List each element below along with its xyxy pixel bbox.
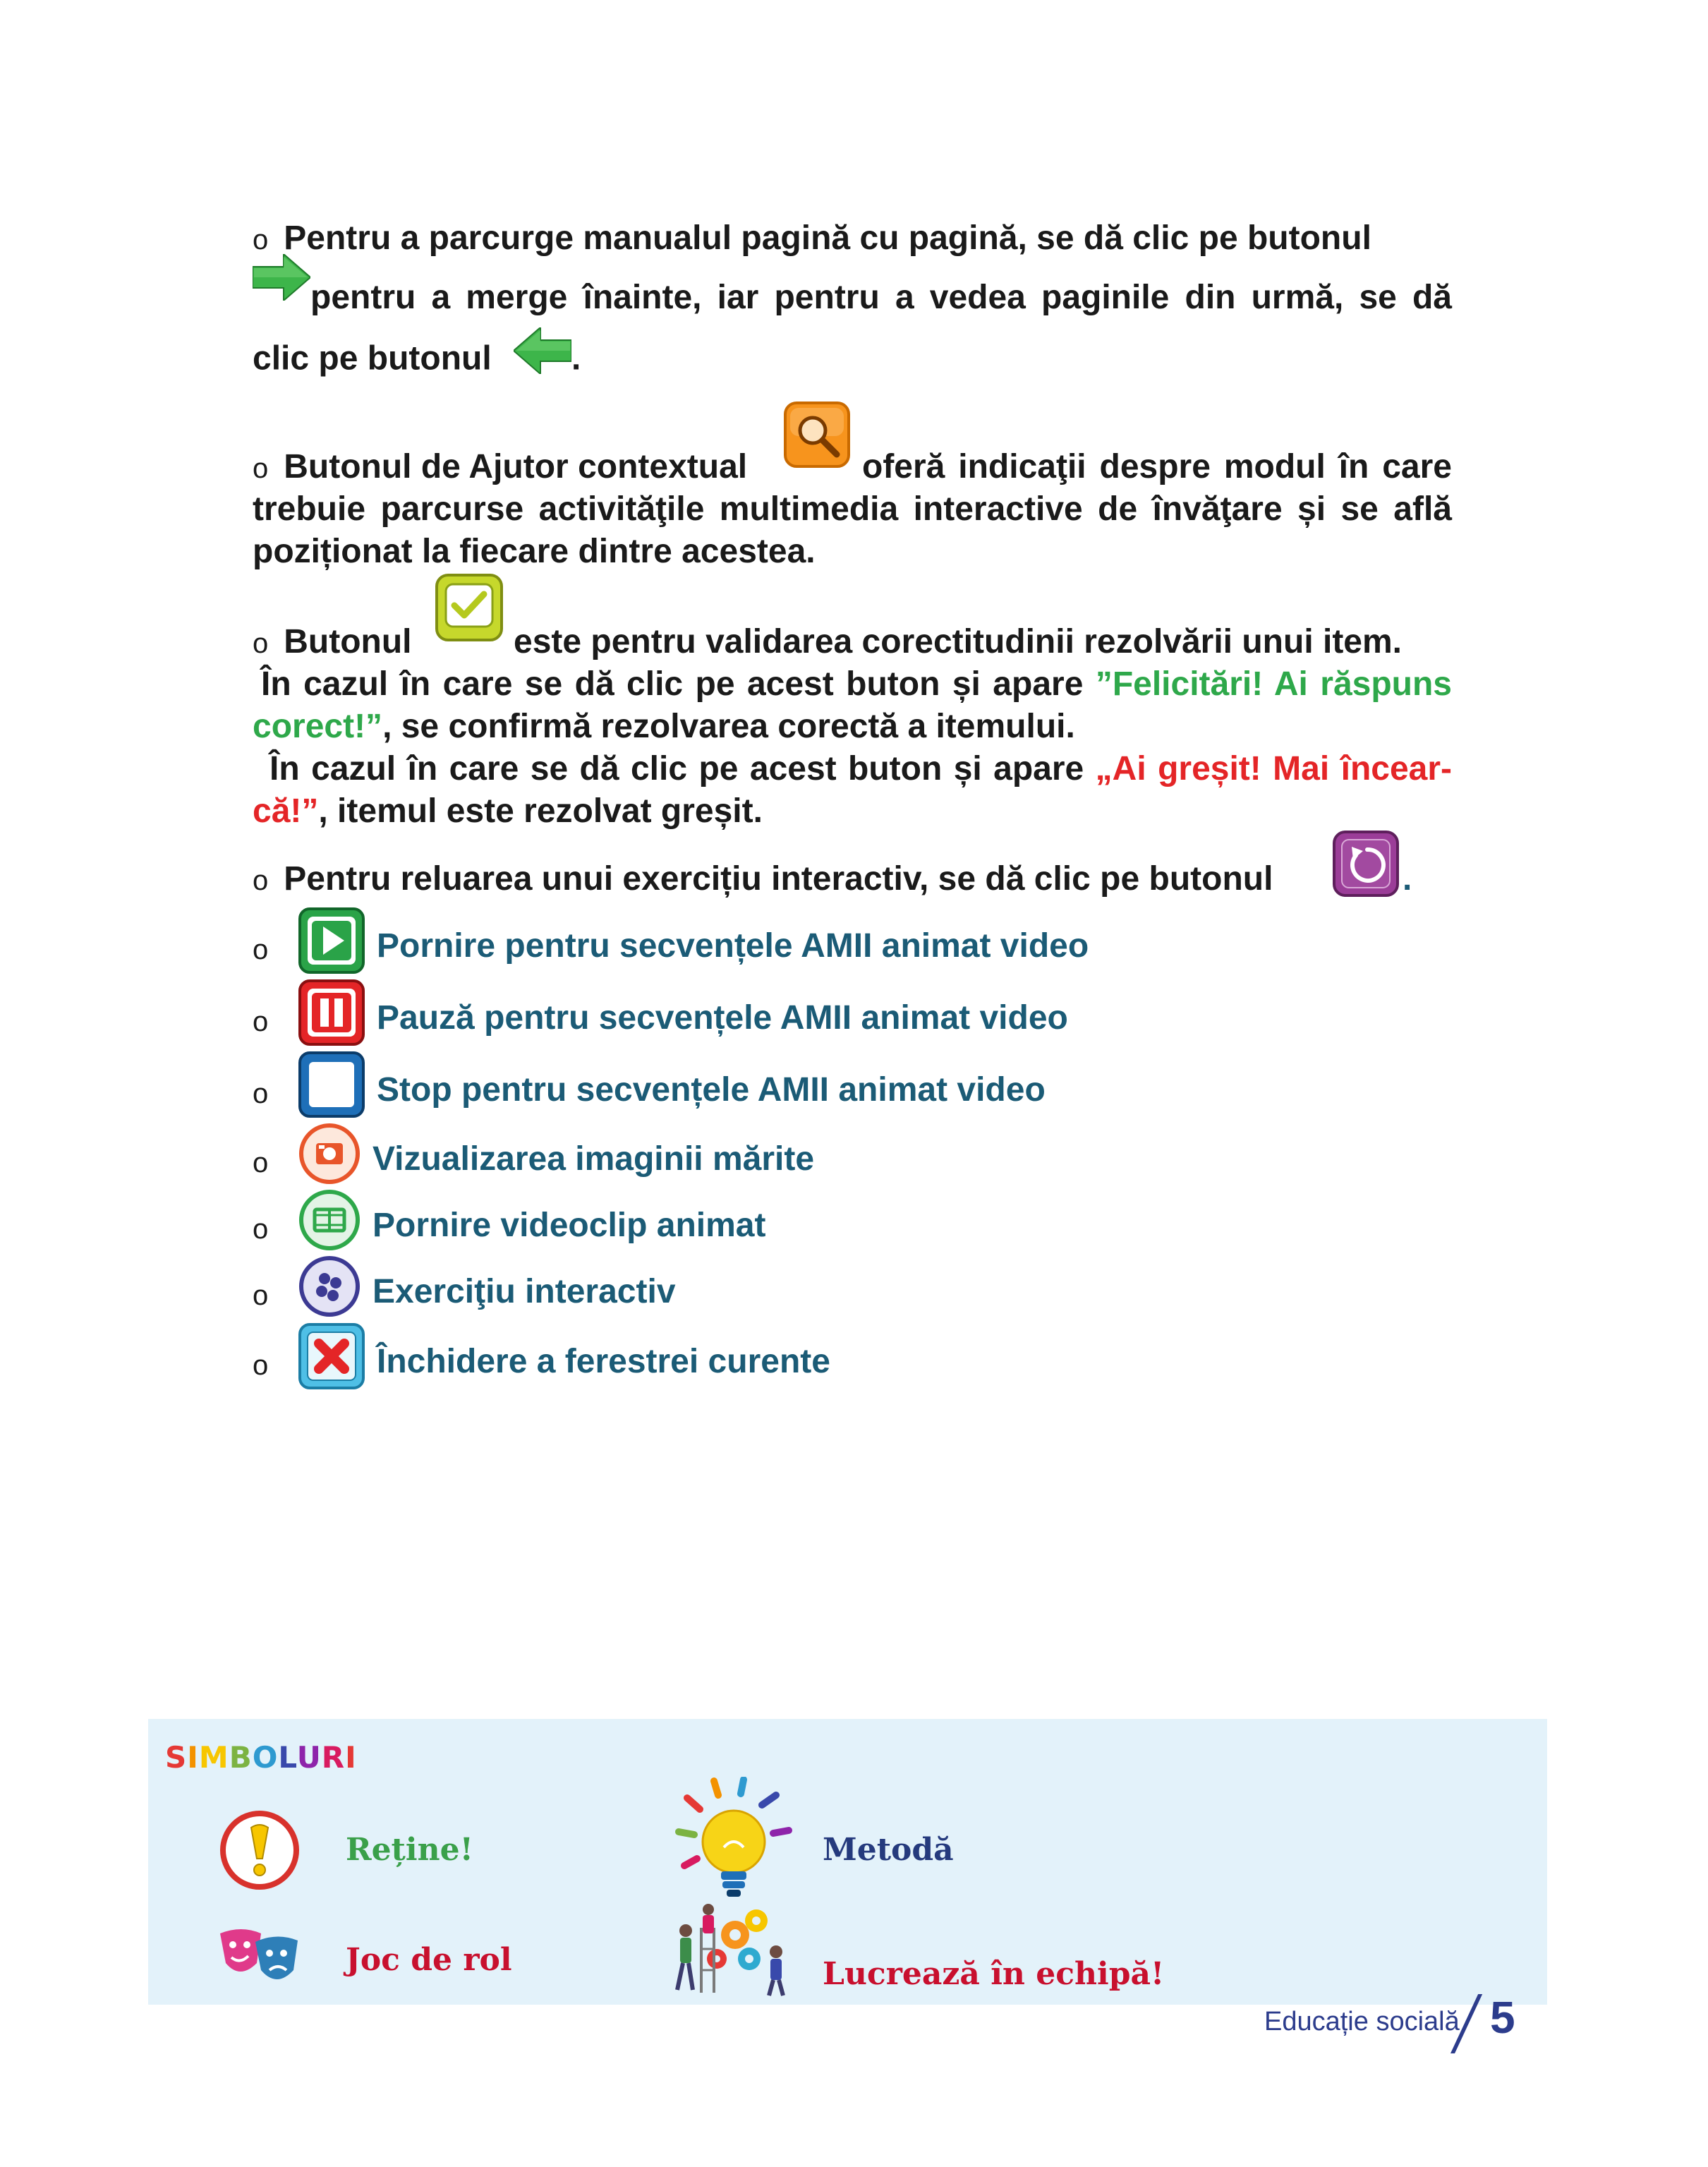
exclamation-circle-icon	[219, 1809, 301, 1891]
symbol-label-lucreaza-in-echipa: Lucrează în echipă!	[823, 1956, 1165, 1992]
list-item-puzzle	[253, 1253, 1452, 1320]
paragraph-help-part1: Butonul de Ajutor contextual	[284, 448, 748, 485]
period: .	[1403, 860, 1412, 898]
green-arrow-right-icon[interactable]	[253, 254, 310, 301]
paragraph-validate-part2: este pentru validarea corectitudinii rezolvării unui item.	[514, 623, 1403, 660]
image-zoom-icon[interactable]	[298, 1122, 361, 1185]
close-window-icon[interactable]	[298, 1322, 365, 1390]
list-item-label: Pornire videoclip animat	[373, 1207, 766, 1244]
bullet: o	[253, 224, 269, 255]
page-number: 5	[1490, 1992, 1515, 2043]
bullet: o	[253, 1147, 269, 1178]
green-arrow-left-icon[interactable]	[514, 327, 571, 374]
list-item-label: Stop pentru secvențele AMII animat video	[377, 1071, 1046, 1109]
bullet: o	[253, 453, 269, 484]
paragraph-navigation-part1: Pentru a parcurge manualul pagină cu pagină, se dă clic pe butonul	[284, 219, 1371, 257]
paragraph-navigation-line3: clic pe butonul	[253, 339, 492, 378]
paragraph-validate	[253, 573, 1453, 830]
period: .	[571, 339, 581, 378]
list-item-image-zoom	[253, 1121, 1452, 1187]
bullet: o	[253, 1006, 269, 1037]
list-item-label: Exerciţiu interactiv	[373, 1273, 676, 1310]
paragraph-replay	[253, 830, 1452, 903]
bullet: o	[253, 1280, 269, 1311]
paragraph-navigation	[253, 210, 1452, 391]
list-item-label: Pornire pentru secvențele AMII animat video	[377, 927, 1089, 965]
success-message: ”Felicitări! Ai răspuns corect!”	[253, 665, 1452, 745]
bullet: o	[253, 1350, 269, 1381]
symbols-legend-box	[148, 1719, 1547, 2005]
paragraph-validate-part1: Butonul	[284, 623, 412, 660]
paragraph-validate-line2b: , se confirmă rezolvarea corectă a itemului.	[382, 708, 1075, 745]
footer-subject: Educație socială	[1264, 2007, 1460, 2036]
symbol-label-joc-de-rol: Joc de rol	[346, 1942, 512, 1978]
bullet: o	[253, 865, 269, 896]
checkmark-validate-icon[interactable]	[435, 573, 504, 642]
list-item-play	[253, 905, 1452, 977]
error-message: „Ai greșit! Mai încear-că!”	[253, 750, 1453, 830]
play-icon[interactable]	[298, 907, 365, 974]
list-item-film	[253, 1187, 1452, 1253]
list-item-label: Închidere a ferestrei curente	[377, 1343, 830, 1380]
symbols-title: SIMBOLURI	[165, 1740, 357, 1775]
replay-icon[interactable]	[1332, 830, 1400, 898]
icon-legend-list	[253, 905, 1452, 1393]
list-item-close	[253, 1320, 1452, 1393]
paragraph-navigation-line2: pentru a merge înainte, iar pentru a vedea paginile din urmă, se dă	[310, 279, 1452, 316]
list-item-label: Pauză pentru secvențele AMII animat video	[377, 999, 1068, 1037]
lightbulb-idea-icon	[673, 1777, 797, 1911]
film-icon[interactable]	[298, 1188, 361, 1252]
stop-icon[interactable]	[298, 1051, 365, 1118]
paragraph-help	[253, 401, 1452, 570]
symbol-label-retine: Reține!	[346, 1832, 473, 1868]
bullet: o	[253, 934, 269, 965]
bullet: o	[253, 1078, 269, 1109]
pause-icon[interactable]	[298, 979, 365, 1046]
paragraph-validate-line3a: În cazul în care se dă clic pe acest buton și apare	[269, 750, 1084, 787]
paragraph-help-part2: oferă indicaţii despre modul în care trebuie parcurse activităţile multimedia interactive de învăţare și se află poziționat la fiecare dintre acestea.	[253, 448, 1452, 570]
main-content	[253, 210, 1452, 1393]
symbol-label-metoda: Metodă	[823, 1832, 954, 1868]
paragraph-validate-line3b: , itemul este rezolvat greșit.	[318, 792, 763, 830]
puzzle-icon[interactable]	[298, 1255, 361, 1318]
list-item-stop	[253, 1049, 1452, 1121]
list-item-label: Vizualizarea imaginii mărite	[373, 1140, 815, 1178]
teamwork-gears-icon	[670, 1900, 794, 1998]
bullet: o	[253, 628, 269, 659]
paragraph-validate-line2a: În cazul în care se dă clic pe acest buton și apare	[261, 665, 1084, 703]
bullet: o	[253, 1214, 269, 1245]
list-item-pause	[253, 977, 1452, 1049]
theatre-masks-icon	[216, 1924, 303, 1988]
paragraph-replay-text: Pentru reluarea unui exercițiu interactiv, se dă clic pe butonul	[284, 860, 1273, 898]
